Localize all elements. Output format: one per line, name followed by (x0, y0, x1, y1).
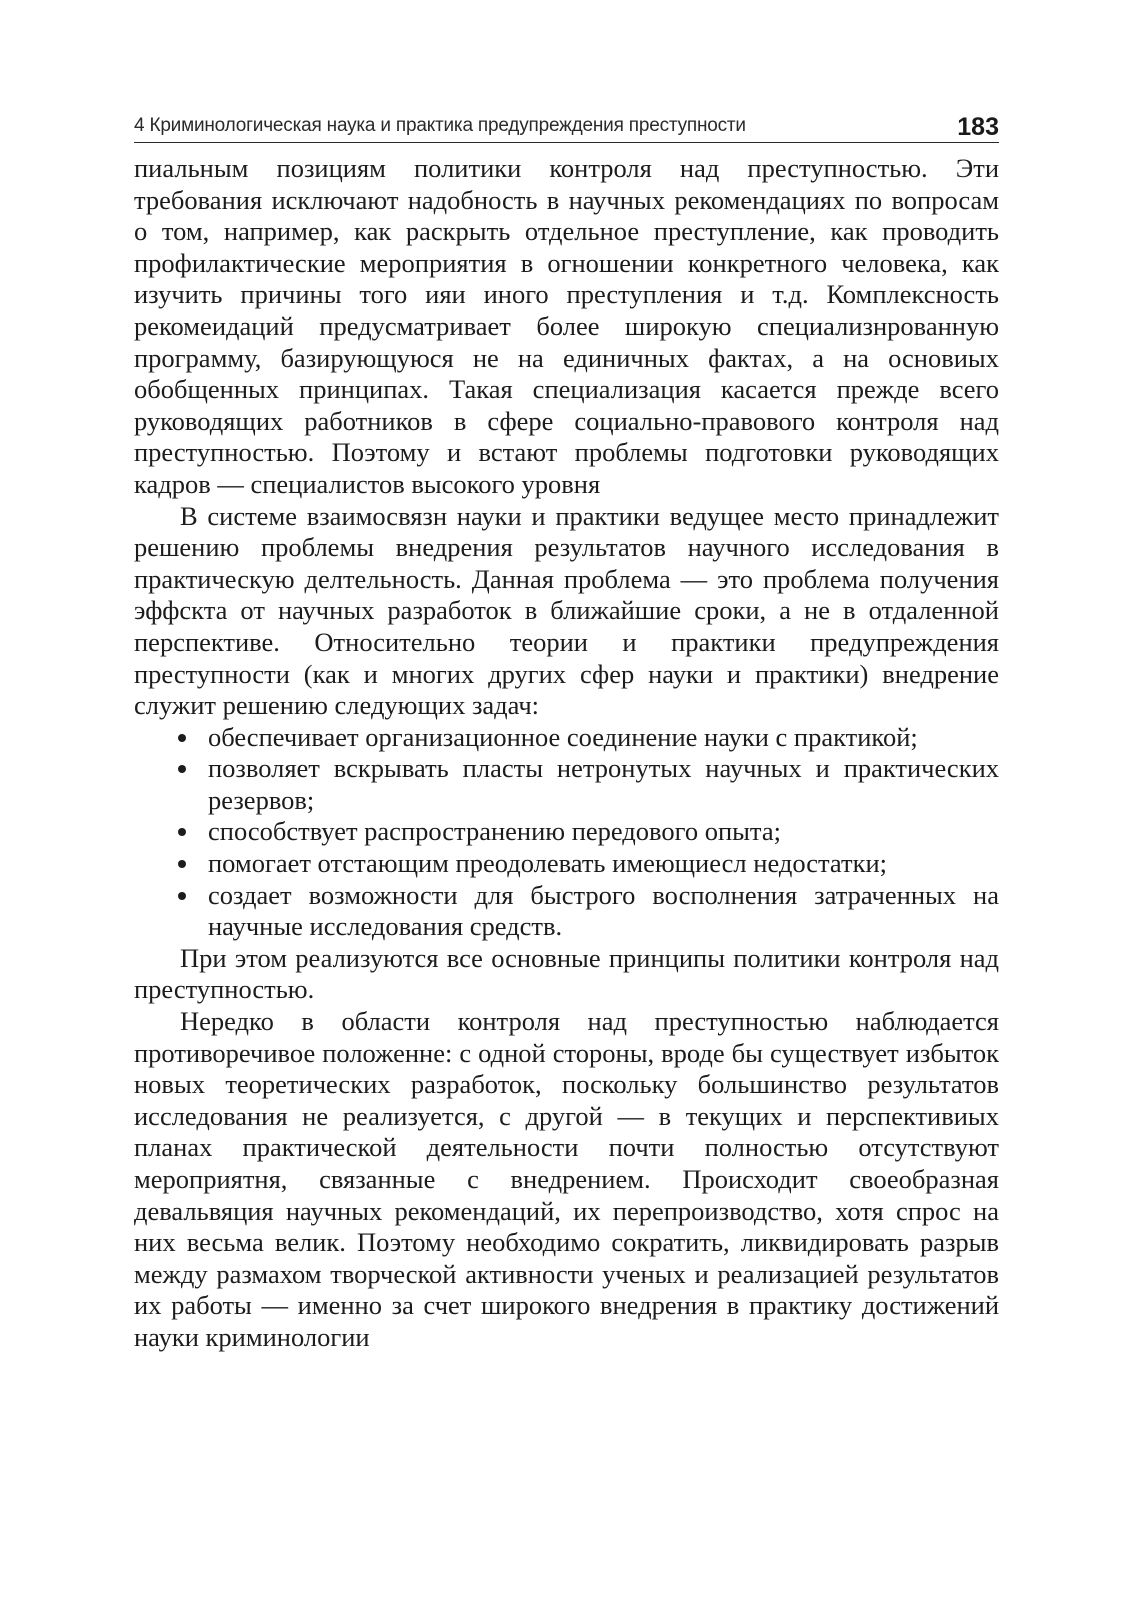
list-item-text: помогает отстающим преодолевать имеющиесл недостатки; (208, 848, 887, 879)
paragraph-principles: При этом реализуются все основные принципы политики контроля над преступностью. (134, 942, 999, 1005)
bullet-icon (178, 734, 186, 742)
paragraph-implementation: В системе взаимосвязн науки и практики ведущее место принадлежит решению проблемы внедрения результатов научного исследования в практическую делтельность. Данная проблема — это проблема получения эффскта от научных разработок в ближайшие сроки, а не в отдаленной перспективе. Относительно теории и практики предупреждения преступности (как и многих других сфер науки и практики) внедрение служит решению следующих задач: (134, 500, 999, 721)
bullet-icon (178, 828, 186, 836)
list-item (172, 816, 999, 848)
bullet-icon (178, 892, 186, 900)
list-item (172, 753, 999, 816)
list-item (172, 880, 999, 943)
paragraph-continued: пиальным позициям политики контроля над преступностью. Эти требования исключают надобность в научных рекомендациях по вопросам о том, например, как раскрыть отдельное преступление, как проводить профилактические мероприятия в огношении конкретного человека, как изучить причины того ияи иного преступления и т.д. Комплексность рекомеидаций предусматривает более широкую специализнрованную программу, базирующуюся не на единичных фактах, а на основиых обобщенных принципах. Такая специализация касается прежде всего руководящих работников в сфере социально-правового контроля над преступностью. Поэтому и встают проблемы подготовки руководящих кадров — специалистов высокого уровня (134, 153, 999, 499)
list-item-text: обеспечивает организационное соединение науки с практикой; (208, 721, 918, 752)
bullet-icon (178, 860, 186, 868)
running-header (134, 108, 999, 143)
list-item-text: создает возможности для быстрого восполнения затраченных на научные исследования средств. (208, 879, 999, 942)
chapter-title: 4 Криминологическая наука и практика предупреждения преступности (134, 115, 746, 136)
list-item (172, 722, 999, 754)
list-item-text: способствует распространению передового опыта; (208, 816, 781, 847)
list-item-text: позволяет вскрывать пласты нетронутых научных и практических резервов; (208, 753, 999, 815)
body-text (134, 153, 999, 1354)
page-number: 183 (957, 113, 999, 141)
book-page (134, 108, 999, 1354)
list-item (172, 848, 999, 880)
paragraph-contradiction: Нередко в области контроля над преступностью наблюдается противоречивое положенне: с одной стороны, вроде бы существует избыток новых теоретических разработок, поскольку большинство результатов исследования не реализуется, с другой — в текущих и перспективиых планах практической деятельности почти полностью отсутствуют мероприятня, связанные с внедрением. Происходит своеобразная девальвяция научных рекомендаций, их перепроизводство, хотя спрос на них весьма велик. Поэтому необходимо сократить, ликвидировать разрыв между размахом творческой активности ученых и реализацией результатов их работы — именно за счет широкого внедрения в практику достижений науки криминологии (134, 1006, 999, 1352)
tasks-list (134, 722, 999, 943)
bullet-icon (178, 765, 186, 773)
